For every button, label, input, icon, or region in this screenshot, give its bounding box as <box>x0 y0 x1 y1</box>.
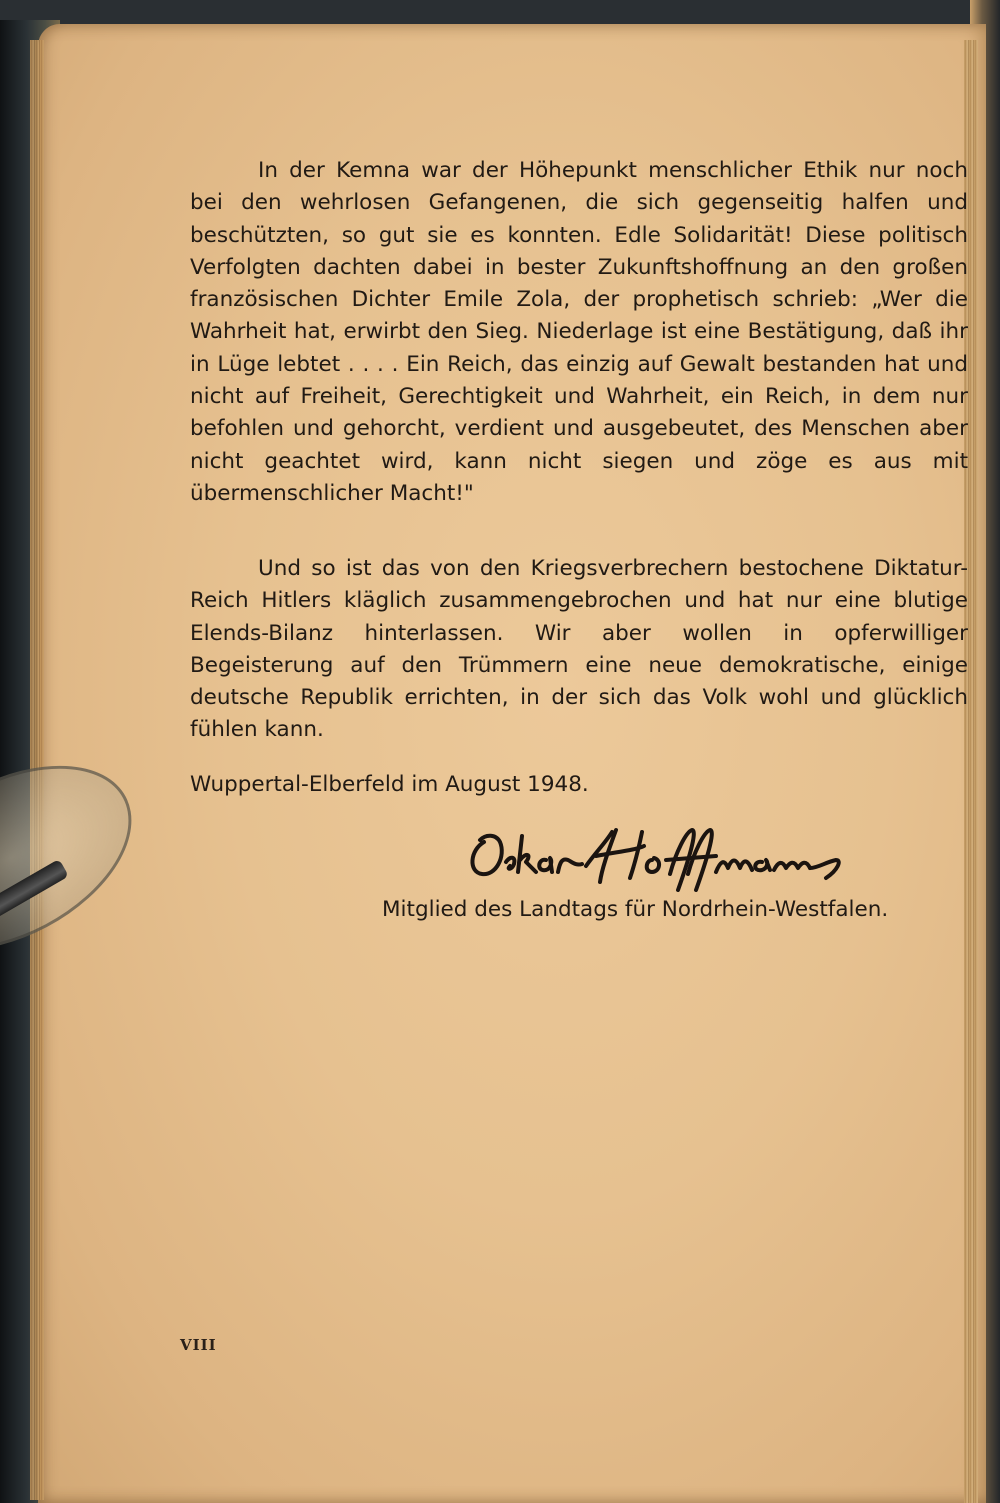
page-number: VIII <box>180 1336 217 1354</box>
handwritten-signature <box>466 822 856 892</box>
signatory-title: Mitglied des Landtags für Nordrhein-Westfalen. <box>382 897 889 922</box>
paragraph-2-text: Und so ist das von den Kriegsverbrechern bestochene Diktatur-Reich Hitlers kläglich zusammengebrochen und hat nur eine blutige Elends-Bilanz hinterlassen. Wir aber wollen in opferwilliger Begeisterung auf den Trümmern eine neue demokratische, einige deutsche Republik errichten, in der sich das Volk wohl und glücklich fühlen kann. <box>190 556 968 743</box>
paragraph-1 <box>190 155 968 510</box>
paragraph-2 <box>190 553 968 747</box>
place-and-date: Wuppertal-Elberfeld im August 1948. <box>190 772 589 797</box>
paragraph-1-text: In der Kemna war der Höhepunkt menschlicher Ethik nur noch bei den wehrlosen Gefangenen, die sich gegenseitig halfen und beschützten, so gut sie es konnten. Edle Solidarität! Diese politisch Verfolgten dachten dabei in bester Zukunftshoffnung an den großen französischen Dichter Emile Zola, der prophetisch schrieb: „Wer die Wahrheit hat, erwirbt den Sieg. Niederlage ist eine Bestätigung, daß ihr in Lüge lebtet . . . . Ein Reich, das einzig auf Gewalt bestanden hat und nicht auf Freiheit, Gerechtigkeit und Wahrheit, ein Reich, in dem nur befohlen und gehorcht, verdient und ausgebeutet, des Menschen aber nicht geachtet wird, kann nicht siegen und zöge es aus mit übermenschlicher Macht!" <box>190 158 968 506</box>
